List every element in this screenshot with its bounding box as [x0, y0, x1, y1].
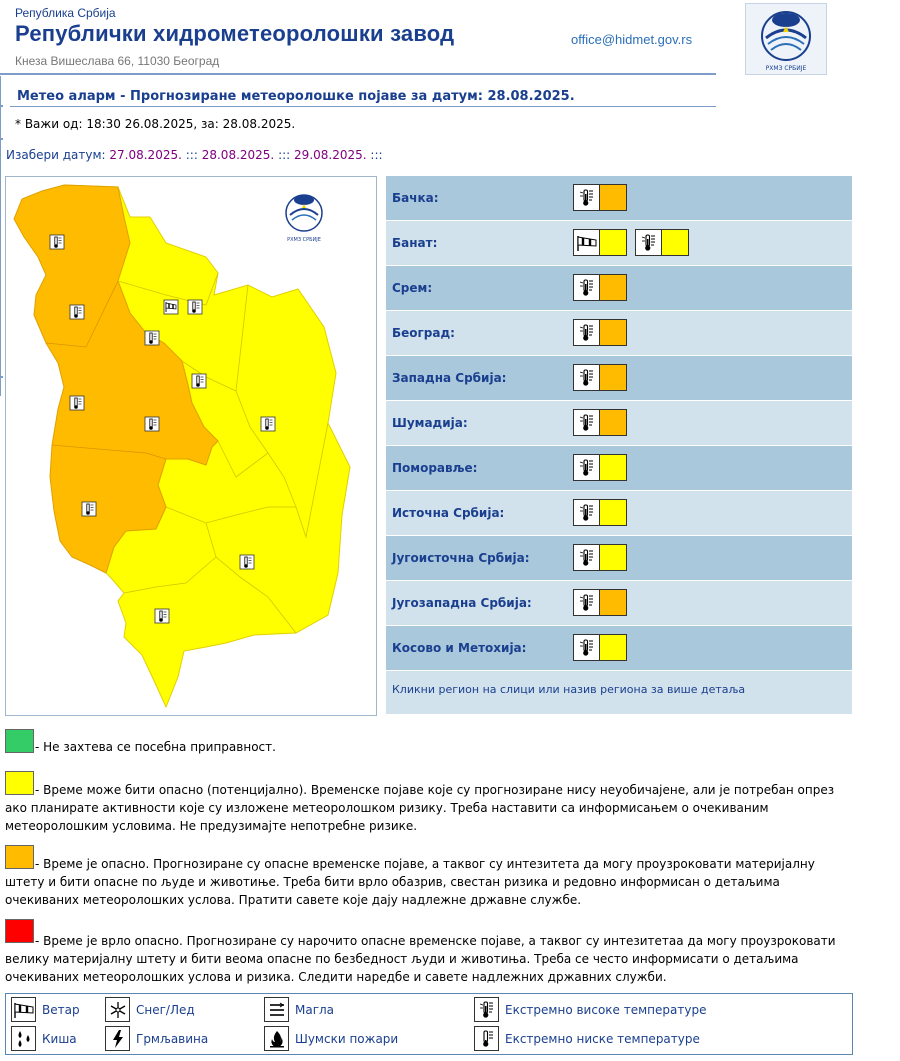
- warning-level-orange: [600, 409, 627, 436]
- region-name-link[interactable]: Западна Србија:: [392, 371, 507, 385]
- svg-text:РХМЗ СРБИЈЕ: РХМЗ СРБИЈЕ: [765, 65, 807, 72]
- thermometer-high-icon: [474, 997, 499, 1022]
- region-row[interactable]: [386, 311, 852, 355]
- thermometer-high-icon: [573, 409, 600, 436]
- validity-text: * Важи од: 18:30 26.08.2025, за: 28.08.2025.: [15, 117, 296, 131]
- symbol-label: Екстремно високе температуре: [505, 1002, 707, 1017]
- region-row[interactable]: [386, 581, 852, 625]
- thermometer-high-icon: [573, 184, 600, 211]
- region-warning: [573, 499, 627, 526]
- left-rule: [0, 76, 1, 396]
- symbol-item: [11, 1026, 77, 1051]
- forest-fire-icon: [264, 1026, 289, 1051]
- region-warning: [573, 274, 627, 301]
- symbol-item: [105, 1026, 208, 1051]
- region-warning: [573, 319, 627, 346]
- legend-text-green: - Не захтева се посебна приправност.: [35, 740, 276, 754]
- date-separator: :::: [370, 148, 383, 162]
- thermometer-high-icon: [573, 499, 600, 526]
- symbol-item: [105, 997, 195, 1022]
- regions-table: [386, 176, 852, 714]
- warning-level-orange: [600, 274, 627, 301]
- warning-level-yellow: [600, 499, 627, 526]
- date-link-1[interactable]: 27.08.2025.: [109, 148, 182, 162]
- region-warning: [635, 229, 689, 256]
- thermometer-high-icon: [573, 544, 600, 571]
- thermometer-high-icon: [573, 454, 600, 481]
- region-warning: [573, 229, 627, 256]
- symbol-item: [474, 997, 706, 1022]
- symbol-label: Ветар: [42, 1002, 80, 1017]
- symbol-label: Грмљавина: [136, 1031, 209, 1046]
- symbol-label: Шумски пожари: [295, 1031, 399, 1046]
- symbol-legend: [5, 993, 853, 1055]
- region-name-link[interactable]: Источна Србија:: [392, 506, 505, 520]
- symbol-item: [474, 1026, 700, 1051]
- region-row[interactable]: [386, 626, 852, 670]
- region-name-link[interactable]: Шумадија:: [392, 416, 468, 430]
- region-row[interactable]: [386, 176, 852, 220]
- region-warning: [573, 634, 627, 661]
- region-row[interactable]: [386, 446, 852, 490]
- symbol-label: Екстремно ниске температуре: [505, 1031, 700, 1046]
- warning-level-yellow: [600, 634, 627, 661]
- thermometer-low-icon: [474, 1026, 499, 1051]
- symbol-label: Магла: [295, 1002, 335, 1017]
- region-name-link[interactable]: Југозападна Србија:: [392, 596, 532, 610]
- region-warning: [573, 184, 627, 211]
- legend-text-red: - Време је врло опасно. Прогнозиране су нарочито опасне временске појаве, а таквог су интезитетаа да могу проузроковати велику материјалну штету и бити веома опасне по безбедност људи и животиња. Треба се често информисати о детаљима очекиваних метеоролошких услова и ризика. Следити наредбе и савете надлежних државних служби.: [5, 934, 836, 984]
- symbol-label: Киша: [42, 1031, 77, 1046]
- legend-text-yellow: - Време може бити опасно (потенцијално). Временске појаве које су прогнозиране нису неуобичајене, али је потребан опрез ако планирате активности које су изложене метеоролошком ризику. Треба наставити са информисањем о очекиваним метеоролошким условима. Не предузимајте непотребне ризике.: [5, 783, 835, 833]
- thermometer-high-icon: [573, 634, 600, 661]
- date-separator: :::: [278, 148, 291, 162]
- symbol-item: [11, 997, 80, 1022]
- symbol-item: [264, 997, 334, 1022]
- map-logo: [286, 195, 322, 243]
- warning-level-orange: [600, 184, 627, 211]
- thunderstorm-icon: [105, 1026, 130, 1051]
- warning-level-yellow: [600, 454, 627, 481]
- thermometer-high-icon: [635, 229, 662, 256]
- thermometer-high-icon: [573, 364, 600, 391]
- date-picker-label: Изабери датум:: [6, 148, 106, 162]
- symbol-item: [264, 1026, 398, 1051]
- svg-text:РХМЗ СРБИЈЕ: РХМЗ СРБИЈЕ: [287, 237, 321, 243]
- warning-level-orange: [600, 589, 627, 616]
- region-name-link[interactable]: Бачка:: [392, 191, 439, 205]
- institute-address: Кнеза Вишеслава 66, 11030 Београд: [15, 54, 220, 68]
- alarm-title: Метео аларм - Прогнозиране метеоролошке појаве за датум: 28.08.2025.: [17, 89, 575, 104]
- region-warning: [573, 364, 627, 391]
- date-link-3[interactable]: 29.08.2025.: [294, 148, 367, 162]
- warning-level-yellow: [600, 544, 627, 571]
- region-row[interactable]: [386, 221, 852, 265]
- symbol-label: Снег/Лед: [136, 1002, 195, 1017]
- warning-level-orange: [600, 319, 627, 346]
- date-link-2[interactable]: 28.08.2025.: [201, 148, 275, 162]
- region-warning: [573, 589, 627, 616]
- thermometer-high-icon: [573, 589, 600, 616]
- region-name-link[interactable]: Косово и Метохија:: [392, 641, 527, 655]
- region-name-link[interactable]: Срем:: [392, 281, 433, 295]
- email-link[interactable]: office@hidmet.gov.rs: [571, 32, 693, 47]
- date-picker: [6, 148, 383, 162]
- thermometer-high-icon: [573, 319, 600, 346]
- header-rule: [0, 73, 716, 75]
- region-name-link[interactable]: Поморавље:: [392, 461, 478, 475]
- regions-hint-row: [386, 671, 852, 714]
- wind-icon: [573, 229, 600, 256]
- snow-ice-icon: [105, 997, 130, 1022]
- region-warning: [573, 409, 627, 436]
- region-row[interactable]: [386, 266, 852, 310]
- date-separator: :::: [185, 148, 198, 162]
- region-row[interactable]: [386, 356, 852, 400]
- warning-level-yellow: [600, 229, 627, 256]
- institute-title: Републички хидрометеоролошки завод: [15, 21, 455, 46]
- regions-hint: Кликни регион на слици или назив региона за више детаља: [392, 683, 746, 696]
- rhmz-logo: [745, 3, 827, 75]
- wind-icon: [11, 997, 36, 1022]
- legend-swatch-green: [5, 729, 34, 753]
- warning-level-yellow: [662, 229, 689, 256]
- region-warning: [573, 454, 627, 481]
- thermometer-high-icon: [573, 274, 600, 301]
- rain-icon: [11, 1026, 36, 1051]
- region-row[interactable]: [386, 491, 852, 535]
- region-row[interactable]: [386, 536, 852, 580]
- legend-text-orange: - Време је опасно. Прогнозиране су опасне временске појаве, а таквог су интезитета да могу проузроковати материјалну штету и бити опасне по људе и животиње. Треба бити врло обазрив, свестан ризика и редовно информисан о детаљима очекиваних метеоролошких услова. Пратити савете које дају надлежне државне службе.: [5, 857, 815, 907]
- fog-icon: [264, 997, 289, 1022]
- region-name-link[interactable]: Београд:: [392, 326, 455, 340]
- region-name-link[interactable]: Југоисточна Србија:: [392, 551, 530, 565]
- region-name-link[interactable]: Банат:: [392, 236, 438, 250]
- serbia-warning-map[interactable]: [5, 176, 377, 716]
- warning-level-orange: [600, 364, 627, 391]
- country-name: Република Србија: [15, 6, 116, 20]
- region-row[interactable]: [386, 401, 852, 445]
- region-warning: [573, 544, 627, 571]
